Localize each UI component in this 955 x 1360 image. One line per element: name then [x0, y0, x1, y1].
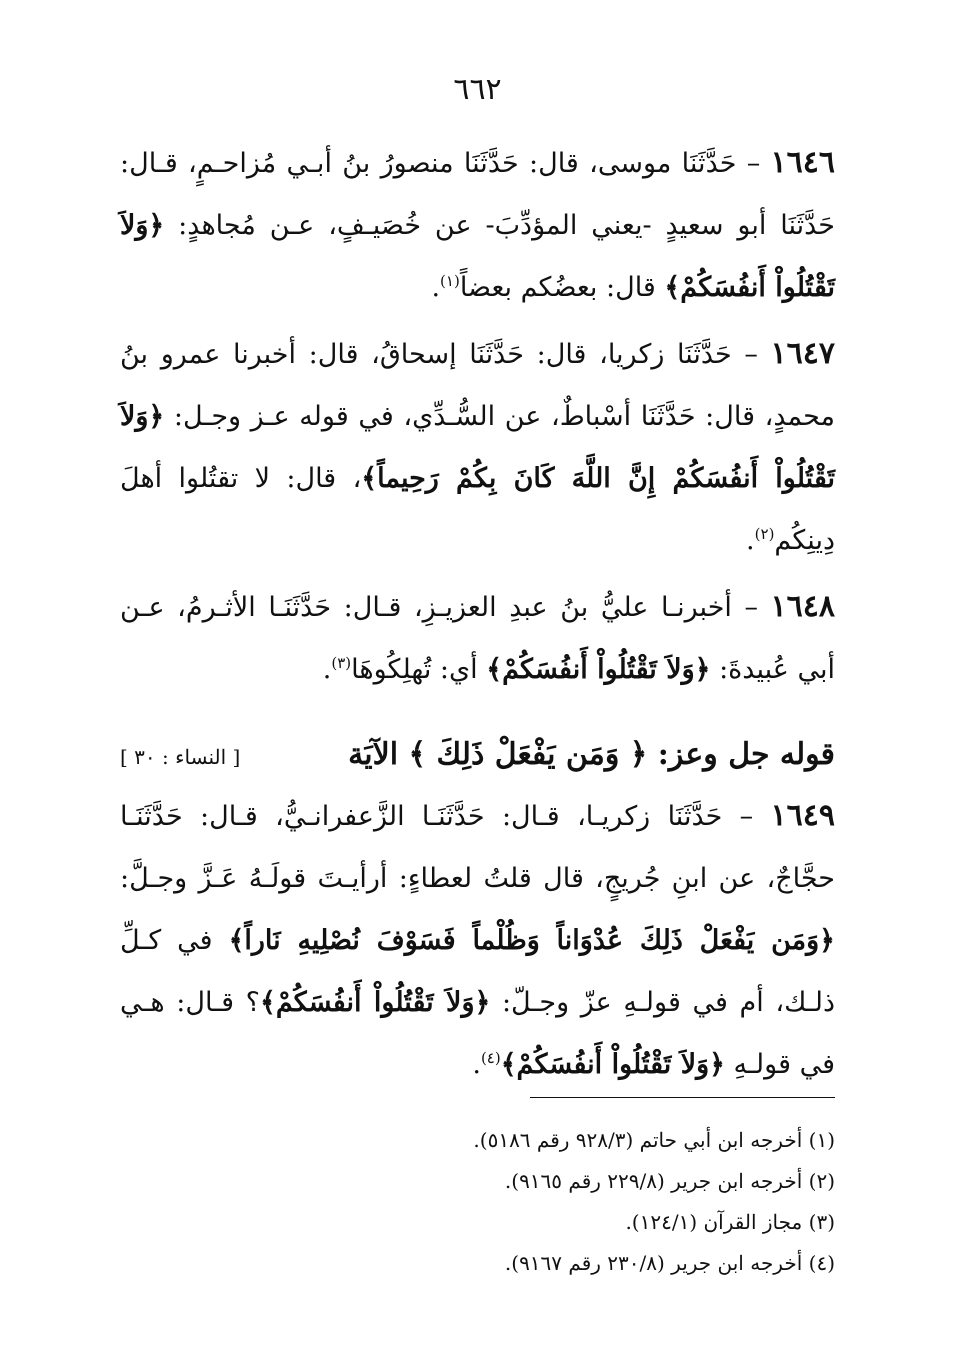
- hadith-text: – حَدَّثَنَا زكريـا، قـال: حَدَّثَنَـا الزَّعفرانـيُّ، قـال: حَدَّثَنَـا حجَّاجٌ، عن ابنِ جُريجٍ، قال قلتُ لعطاءٍ: أرأيـتَ قولَـهُ عَـزَّ وجـلَّ:: [120, 801, 835, 894]
- hadith-number: ١٦٤٩: [770, 798, 835, 833]
- hadith-text: في كـلِّ ذلـك، أم في قولـهِ عزّ وجـلّ:: [120, 925, 836, 1018]
- footnotes: [120, 1120, 835, 1284]
- quran-quote: ﴿وَلاَ تَقْتُلُواْ أَنفُسَكُمْ﴾: [500, 1049, 725, 1080]
- hadith-text: .: [746, 525, 755, 556]
- footnote: (٣) مجاز القرآن (١٢٤/١).: [625, 1210, 835, 1234]
- section-heading: قوله جل وعز: ﴿ وَمَن يَفْعَلْ ذَلِكَ ﴾ الآيَة: [348, 737, 835, 772]
- footnote-marker: (٤): [480, 1049, 501, 1067]
- hadith-text: .: [472, 1049, 481, 1080]
- footnote: (١) أخرجه ابن أبي حاتم (٩٢٨/٣ رقم ٥١٨٦).: [473, 1128, 835, 1152]
- hadith-number: ١٦٤٧: [770, 336, 835, 371]
- hadith-text: قال: بعضُكم بعضاً: [459, 272, 665, 303]
- quran-quote: ﴿وَلاَ تَقْتُلُواْ أَنفُسَكُمْ﴾: [120, 210, 835, 303]
- hadith-entries-after-heading: [120, 785, 835, 1096]
- hadith-text: أي: تُهلِكُوهَا: [351, 654, 487, 685]
- hadith-text: – أخبرنـا عليُّ بنُ عبدِ العزيـزِ، قـال: حَدَّثَنَـا الأثـرمُ، عـن أبي عُبيدةَ:: [120, 592, 835, 685]
- quran-quote: ﴿وَلاَ تَقْتُلُواْ أَنفُسَكُمْ﴾: [260, 987, 491, 1018]
- quran-quote: ﴿وَلاَ تَقْتُلُواْ أَنفُسَكُمْ﴾: [486, 654, 711, 685]
- section-heading-row: [120, 727, 835, 783]
- hadith-paragraph: [120, 785, 835, 1096]
- page-number: ٦٦٢: [453, 72, 502, 107]
- hadith-text: ، قال: لا تقتُلوا أهلَ دِينِكُم: [120, 463, 835, 556]
- quran-quote: ﴿وَمَن يَفْعَلْ ذَلِكَ عُدْوَاناً وَظُلْماً فَسَوْفَ نُصْلِيهِ نَاراً﴾: [228, 925, 835, 956]
- hadith-paragraph: [120, 132, 835, 319]
- footnote: (٤) أخرجه ابن جرير (٢٣٠/٨ رقم ٩١٦٧).: [504, 1251, 835, 1275]
- hadith-paragraph: [120, 323, 835, 572]
- hadith-text: .: [322, 654, 332, 685]
- footnote-marker: (٢): [754, 525, 775, 543]
- hadith-text: – حَدَّثَنَا زكريا، قال: حَدَّثَنَا إسحاقُ، قال: أخبرنا عمرو بنُ محمدٍ، قال: حَدَّثَنَا أسْباطٌ، عن السُّـدِّي، في قوله عـز وجـل:: [120, 339, 835, 432]
- hadith-text: ؟ قـال: هـي في قولـهِ: [120, 987, 835, 1080]
- hadith-entries: [120, 132, 835, 701]
- footnote: (٢) أخرجه ابن جرير (٢٢٩/٨ رقم ٩١٦٥).: [504, 1169, 835, 1193]
- hadith-paragraph: [120, 576, 835, 701]
- hadith-text: – حَدَّثَنَا موسى، قال: حَدَّثَنَا منصورُ بنُ أبـي مُزاحـمٍ، قـال: حَدَّثَنَا أبو سعيدٍ -يعني المؤدِّبَ- عن خُصَيـفٍ، عـن مُجاهدٍ:: [120, 148, 835, 241]
- footnote-divider: [530, 1097, 835, 1098]
- verse-reference: [ النساء : ٣٠ ]: [120, 745, 241, 769]
- footnote-marker: (٣): [331, 654, 352, 672]
- hadith-text: .: [431, 272, 441, 303]
- hadith-number: ١٦٤٨: [770, 589, 835, 624]
- hadith-number: ١٦٤٦: [770, 145, 835, 180]
- quran-quote: ﴿وَلاَ تَقْتُلُواْ أَنفُسَكُمْ إِنَّ اللَّهَ كَانَ بِكُمْ رَحِيماً﴾: [120, 401, 836, 494]
- footnote-marker: (١): [440, 272, 460, 290]
